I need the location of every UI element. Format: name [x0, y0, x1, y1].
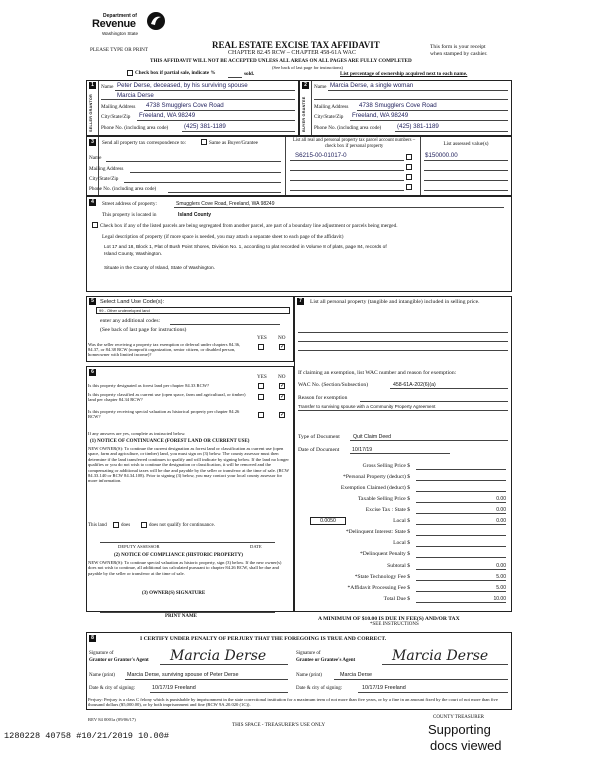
tax-line-label: *Delinquent Interest: State $ — [345, 529, 410, 535]
s6-yes: YES — [257, 374, 267, 380]
street-value[interactable]: Smugglers Cove Road, Freeland, WA 98249 — [176, 201, 275, 207]
tax-line-label: Excise Tax : State $ — [365, 507, 410, 513]
section-1-number: 1 — [89, 82, 96, 89]
see-back-note: (See back of last page for instructions) — [272, 65, 343, 70]
notice-compliance-title: (2) NOTICE OF COMPLIANCE (HISTORIC PROPERTY) — [114, 553, 243, 558]
tax-line-label: Total Due $ — [383, 596, 410, 602]
s3-city-label: City/State/Zip — [89, 176, 119, 182]
doc-type-label: Type of Document — [298, 434, 340, 440]
seller-name-label: Name — [101, 84, 114, 90]
personal-property-label: List all personal property (tangible and intangible) included in selling price. — [310, 299, 480, 305]
parcel-value[interactable]: S6215-00-01017-0 — [295, 152, 347, 159]
same-as-buyer-label: Same as Buyer/Grantee — [209, 140, 258, 146]
buyer-mailing-value[interactable]: 4738 Smugglers Cove Road — [359, 102, 437, 109]
buyer-name-value[interactable]: Marcia Derse, a single woman — [330, 82, 414, 89]
see-instructions: *SEE INSTRUCTIONS — [370, 622, 419, 627]
tax-line-label: Taxable Selling Price $ — [358, 496, 410, 502]
print-name-label: PRINT NAME — [165, 614, 197, 619]
tax-line-value[interactable]: 0.00 — [416, 496, 506, 503]
partial-sale-checkbox[interactable] — [127, 70, 133, 76]
section-2-number: 2 — [302, 82, 309, 89]
grantor-signature[interactable]: Marcia Derse — [170, 648, 267, 664]
grantor-print-name[interactable]: Marcia Derse, surviving spouse of Peter Derse — [127, 672, 239, 678]
wac-value[interactable]: 458-61A-202(6)(a) — [393, 382, 436, 388]
tax-line-value[interactable]: 5.00 — [416, 574, 506, 581]
tax-line-value[interactable] — [416, 474, 506, 481]
grantor-name-label: Name (print) — [89, 673, 115, 678]
q3-yes-checkbox[interactable] — [258, 412, 264, 418]
owner-signature-label: (3) OWNER(S) SIGNATURE — [142, 591, 206, 596]
form-chapter: CHAPTER 82.45 RCW – CHAPTER 458-61A WAC — [228, 50, 356, 56]
tax-line-label: *Delinquent Penalty $ — [359, 551, 410, 557]
parcel-checkbox-3[interactable] — [406, 174, 412, 180]
grantor-sig-label-2: Grantor or Grantor's Agent — [89, 658, 149, 663]
assessed-header: List assessed value(s) — [443, 141, 489, 147]
section-6-number: 6 — [89, 369, 96, 376]
seller-mailing-label: Mailing Address — [101, 104, 136, 110]
perjury-notice: Perjury: Perjury is a class C felony which is punishable by imprisonment in the state correctional institution for a maximum term of not more than five years, or by a fine in an amount fixed by the court of not more than five thousand dollars ($5,000.00), or by both imprisonment and fine (RCW 9A.20.020 (1C)). — [88, 697, 498, 708]
tax-line-value[interactable] — [416, 551, 506, 558]
partial-sale-label: Check box if partial sale, indicate % — [135, 70, 216, 76]
tax-line-value[interactable]: 5.00 — [416, 585, 506, 592]
tax-line-value[interactable]: 0.00 — [416, 518, 506, 525]
q2-yes-checkbox[interactable] — [258, 394, 264, 400]
deputy-assessor-label: DEPUTY ASSESSOR — [118, 544, 160, 549]
seller-mailing-value[interactable]: 4738 Smugglers Cove Road — [146, 102, 224, 109]
tax-line-value[interactable] — [416, 529, 506, 536]
parcel-checkbox-1[interactable] — [406, 154, 412, 160]
buyer-mailing-label: Mailing Address — [314, 104, 349, 110]
supporting-docs-line-2: docs viewed — [430, 738, 502, 753]
legal-label: Legal description of property (if more space is needed, you may attach a separate sheet to each page of the affidavit) — [102, 234, 344, 240]
grantee-print-name[interactable]: Marcia Derse — [340, 672, 373, 678]
section-8-number: 8 — [89, 635, 96, 642]
tax-calculation — [300, 460, 508, 610]
tax-line-value[interactable] — [416, 540, 506, 547]
tax-line-value[interactable]: 0.00 — [416, 507, 506, 514]
located-label: This property is located in — [102, 212, 157, 218]
q1-yes-checkbox[interactable] — [258, 383, 264, 389]
tax-line-label: *State Technology Fee $ — [354, 574, 410, 580]
form-title: REAL ESTATE EXCISE TAX AFFIDAVIT — [212, 40, 380, 50]
county-treasurer-label: COUNTY TREASURER — [433, 715, 484, 720]
seller-phone-label: Phone No. (including area code) — [101, 125, 169, 131]
grantor-sig-label-1: Signature of — [89, 651, 114, 656]
this-land-label: This land — [88, 523, 107, 528]
section-5-number: 5 — [89, 298, 96, 305]
wac-label: WAC No. (Section/Subsection) — [298, 382, 369, 388]
legal-value-1[interactable]: Lot 17 and 18, Block 1, Plat of Bush Point Shores, Division No. 1, according to plat recorded in Volume 8 of plats, page 84, records of — [104, 245, 387, 250]
dor-swirl-icon — [146, 11, 166, 31]
s5-see-back: (See back of last page for instructions) — [100, 327, 187, 333]
land-does-label: does — [121, 523, 131, 528]
recording-stamp: 1280228 40758 #10/21/2019 10.00# — [4, 731, 170, 741]
tax-line-label: *Affidavit Processing Fee $ — [347, 585, 410, 591]
tax-line-label: Gross Selling Price $ — [362, 463, 410, 469]
doc-type-value[interactable]: Quit Claim Deed — [353, 434, 392, 440]
doc-date-value[interactable]: 10/17/19 — [352, 447, 373, 453]
tax-line-label: *Personal Property (deduct) $ — [343, 474, 410, 480]
land-use-label: Select Land Use Code(s): — [100, 299, 165, 305]
tax-line-label: Subtotal $ — [387, 563, 410, 569]
current-use-question: Is this property classified as current use (open space, farm and agricultural, or timber) land per chapter 84.34 RCW? — [88, 392, 246, 402]
please-type: PLEASE TYPE OR PRINT — [90, 47, 148, 53]
same-as-buyer-checkbox[interactable] — [201, 139, 207, 145]
dept-line3: Washington State — [102, 31, 139, 36]
parcel-header: List all real and personal property tax parcel account numbers – check box if personal property — [292, 138, 416, 149]
dor-logo — [90, 11, 170, 41]
seller-side-label: SELLER GRANTOR — [89, 94, 93, 132]
buyer-city-value[interactable]: Freeland, WA 98249 — [352, 112, 409, 119]
assessed-value[interactable]: $150000.00 — [425, 152, 458, 159]
grantee-date-label: Date & city of signing: — [296, 686, 343, 691]
grantee-date-city[interactable]: 10/17/19 Freeland — [362, 685, 406, 691]
seller-city-value[interactable]: Freeland, WA 98249 — [139, 112, 196, 119]
grantee-signature[interactable]: Marcia Derse — [392, 648, 489, 664]
tax-line-value[interactable]: 10.00 — [416, 596, 506, 603]
sold-label: sold. — [244, 71, 255, 77]
certify-statement: I CERTIFY UNDER PENALTY OF PERJURY THAT THE FOREGOING IS TRUE AND CORRECT. — [140, 636, 387, 642]
tax-line-label: Local $ — [393, 518, 410, 524]
exemption-question: Was the seller receiving a property tax exemption or deferral under chapters 84.36, 84.37, or 84.38 RCW (nonprofit organization, senior citizen, or disabled person, homeowner with limited income)? — [88, 342, 241, 357]
land-does-checkbox[interactable] — [113, 522, 119, 528]
s3-mailing-label: Mailing Address — [89, 166, 124, 172]
buyer-name-label: Name — [314, 84, 327, 90]
buyer-phone-value[interactable]: (425) 381-1189 — [397, 123, 439, 130]
additional-codes-label: enter any additional codes: — [100, 318, 161, 324]
send-correspondence-label: Send all property tax correspondence to: — [102, 140, 186, 146]
tax-line-label: Exemption Claimed (deduct) $ — [340, 485, 410, 491]
section-7-number: 7 — [297, 298, 304, 305]
seller-city-label: City/State/Zip — [101, 114, 131, 120]
legal-value-2[interactable]: Island County, Washington. — [104, 252, 163, 257]
grantee-sig-label-2: Grantee or Grantee's Agent — [296, 658, 356, 663]
receipt-note-1: This form is your receipt — [430, 44, 486, 50]
section-4-number: 4 — [89, 199, 96, 206]
supporting-docs-line-1: Supporting — [428, 722, 491, 737]
tax-line-label: Local $ — [393, 540, 410, 546]
reason-label: Reason for exemption — [298, 395, 348, 401]
seller-name-value-2[interactable]: Marcia Derse — [117, 92, 154, 99]
q2-no-checkbox[interactable]: ✓ — [280, 394, 286, 400]
section-4 — [86, 196, 512, 292]
ownership-note: List percentage of ownership acquired next to each name. — [340, 71, 468, 77]
land-use-select[interactable] — [96, 307, 290, 314]
legal-value-3[interactable]: Situate in the County of Island, State of Washington. — [104, 266, 216, 271]
notice-continuance-body: NEW OWNER(S): To continue the current designation as forest land or classification as current use (open space, farm and agriculture, or timber) land, you must sign on (3) below. The county assessor must then determine if the land transferred continues to qualify and will indicate by signing below. If the land no longer qualifies or you do not wish to continue the designation or classification, it will be removed and the compensating or additional taxes will be due and payable by the seller or transferor at the time of sale. (RCW 84.33.140 or RCW 84.34.108). Prior to signing (3) below, you may contact your local county assessor for more information. — [88, 446, 289, 484]
form-warning: THIS AFFIDAVIT WILL NOT BE ACCEPTED UNLESS ALL AREAS ON ALL PAGES ARE FULLY COMPLETED — [150, 58, 412, 64]
land-does-not-checkbox[interactable] — [141, 522, 147, 528]
buyer-phone-label: Phone No. (including area code) — [314, 125, 382, 131]
buyer-city-label: City/State/Zip — [314, 114, 344, 120]
tax-line-value[interactable]: 0.00 — [416, 563, 506, 570]
grantor-date-city[interactable]: 10/17/19 Freeland — [152, 685, 196, 691]
historic-question: Is this property receiving special valuation as historical property per chapter 84.26 RCW? — [88, 409, 240, 419]
q1-no-checkbox[interactable]: ✓ — [280, 383, 286, 389]
s6-no: NO — [278, 374, 286, 380]
treasurer-note: THIS SPACE - TREASURER'S USE ONLY — [232, 722, 326, 728]
s5-no-checkbox[interactable]: ✓ — [280, 344, 286, 350]
located-value[interactable]: Island County — [178, 212, 212, 218]
segregated-label: Check box if any of the listed parcels are being segregated from another parcel, are part of a boundary line adjustment or parcels being merged. — [100, 223, 398, 229]
s5-no: NO — [278, 335, 286, 341]
segregated-checkbox[interactable] — [92, 222, 98, 228]
land-use-value: 99 - Other undeveloped land — [99, 308, 150, 313]
section-3-number: 3 — [89, 139, 96, 146]
notice-continuance-title: (1) NOTICE OF CONTINUANCE (FOREST LAND OR CURRENT USE) — [90, 439, 250, 444]
tax-line-value[interactable] — [416, 485, 506, 492]
parcel-checkbox-4[interactable] — [406, 184, 412, 190]
parcel-checkbox-2[interactable] — [406, 164, 412, 170]
s3-name-label: Name — [89, 155, 102, 161]
dept-line2: Revenue — [92, 18, 136, 30]
notice-compliance-body: NEW OWNER(S): To continue special valuation as historic property, sign (3) below. If the new owner(s) does not wish to continue, all additional tax calculated pursuant to chapter 84.26 RCW, shall be due and payable by the seller or transferor at the time of sale. — [88, 560, 282, 576]
street-label: Street address of property: — [102, 201, 157, 207]
reason-value[interactable]: Transfer to surviving spouse with a Community Property Agreement — [298, 404, 436, 409]
seller-phone-value[interactable]: (425) 381-1189 — [184, 123, 226, 130]
seller-name-value[interactable]: Peter Derse, deceased, by his surviving spouse — [117, 82, 248, 89]
grantee-name-label: Name (print) — [296, 673, 322, 678]
any-yes-note: If any answers are yes, complete as instructed below. — [88, 431, 186, 436]
land-does-not-label: does not qualify for continuance. — [149, 523, 215, 528]
buyer-side-label: BUYER GRANTEE — [302, 96, 306, 132]
grantee-sig-label-1: Signature of — [296, 651, 321, 656]
s5-yes: YES — [257, 335, 267, 341]
exemption-claim-label: If claiming an exemption, list WAC number and reason for exemption: — [298, 370, 457, 376]
local-rate-box[interactable]: 0.0050 — [310, 517, 346, 525]
q3-no-checkbox[interactable]: ✓ — [280, 412, 286, 418]
forest-question: Is this property designated as forest land per chapter 84.33 RCW? — [88, 383, 210, 388]
assessor-date-label: DATE — [250, 544, 262, 549]
receipt-note-2: when stamped by cashier. — [430, 51, 488, 57]
s3-phone-label: Phone No. (including area code) — [89, 186, 157, 192]
rev-number: REV 84 0001a (09/06/17) — [88, 717, 136, 722]
tax-line-value[interactable] — [416, 463, 506, 470]
minimum-due: A MINIMUM OF $10.00 IS DUE IN FEE(S) AND/OR TAX — [318, 616, 460, 622]
grantor-date-label: Date & city of signing: — [89, 686, 136, 691]
dept-line1: Department of — [103, 13, 137, 19]
s5-yes-checkbox[interactable] — [258, 344, 264, 350]
doc-date-label: Date of Document — [298, 447, 340, 453]
